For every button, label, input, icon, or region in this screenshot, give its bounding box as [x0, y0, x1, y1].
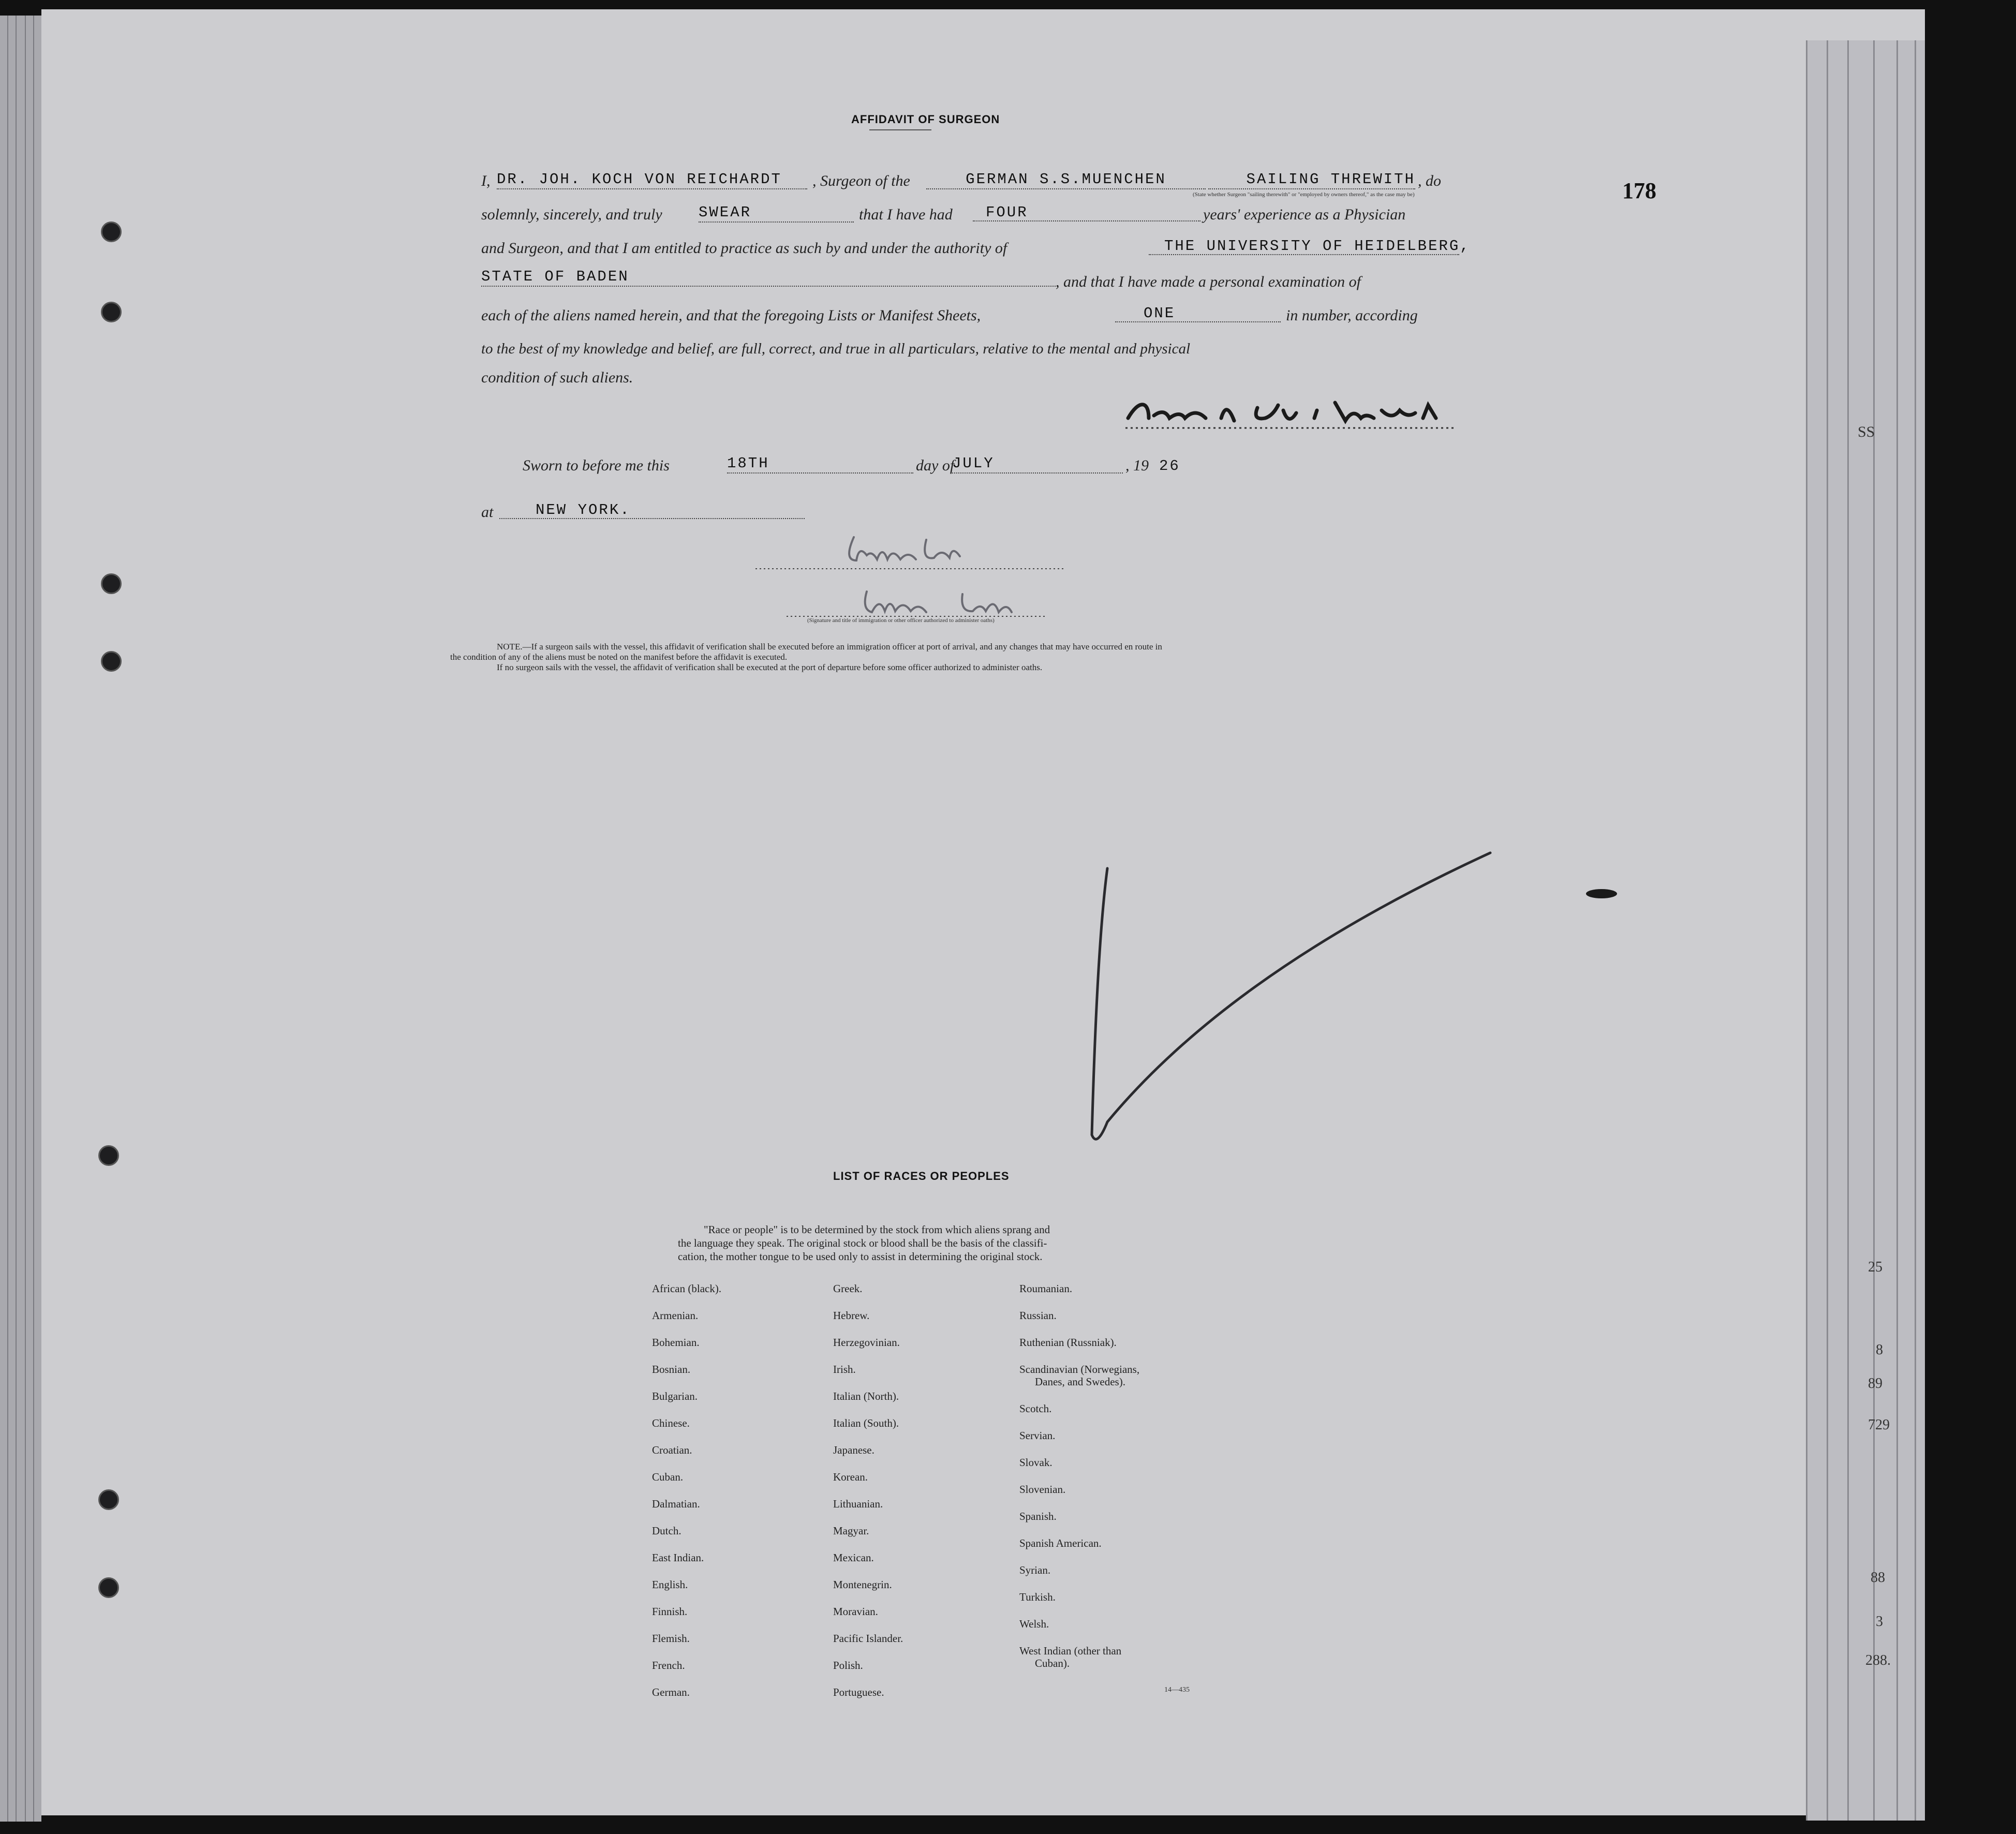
- text-experience: years' experience as a Physician: [1203, 206, 1406, 223]
- race-item: Bohemian.: [652, 1336, 700, 1349]
- text-year-prefix: , 19: [1125, 457, 1149, 474]
- years-field: FOUR: [973, 204, 1200, 221]
- binding-edge: [0, 16, 41, 1822]
- race-item: Flemish.: [652, 1632, 690, 1645]
- punch-hole: [101, 221, 122, 242]
- margin-mark: 288.: [1865, 1652, 1891, 1668]
- authority-field-2: STATE OF BADEN: [481, 268, 1056, 287]
- races-intro: "Race or people" is to be determined by the stock from which aliens sprang and the language they speak. The original stock or blood shall be the basis of the classifi- cation, the mother tongue to be used only to assist in determining the original stock.: [678, 1223, 1050, 1263]
- form-code: 14—435: [1164, 1686, 1190, 1694]
- text-best-knowledge: to the best of my knowledge and belief, are full, correct, and true in all particulars, relative to the mental and physical: [481, 341, 1191, 357]
- race-item: Bosnian.: [652, 1363, 691, 1376]
- sworn-place-field: NEW YORK.: [499, 501, 805, 519]
- oath-field: SWEAR: [699, 204, 854, 223]
- race-item: Portuguese.: [833, 1686, 884, 1698]
- race-item: Scotch.: [1019, 1402, 1052, 1415]
- sheets-count-field: ONE: [1115, 305, 1281, 322]
- ink-blot: [1586, 889, 1617, 898]
- race-item: Servian.: [1019, 1429, 1056, 1442]
- margin-mark: 89: [1868, 1376, 1882, 1392]
- race-item: Scandinavian (Norwegians, Danes, and Swedes).: [1019, 1363, 1140, 1388]
- text-surgeon-of: , Surgeon of the: [812, 172, 910, 189]
- races-column-2: [833, 1275, 903, 1706]
- vessel-field: GERMAN S.S.MUENCHEN: [926, 171, 1206, 189]
- officer-caption: (Signature and title of immigration or other officer authorized to administer oaths): [807, 617, 995, 624]
- race-item: Dalmatian.: [652, 1498, 700, 1510]
- text-do: , do: [1418, 172, 1441, 189]
- punch-hole: [101, 573, 122, 594]
- text-i: I,: [481, 172, 491, 189]
- race-item: Polish.: [833, 1659, 863, 1672]
- race-item: Finnish.: [652, 1605, 688, 1618]
- race-item: Moravian.: [833, 1605, 878, 1618]
- sworn-day-field: 18TH: [727, 455, 913, 474]
- officer-signature: [755, 524, 1076, 628]
- punch-hole: [98, 1489, 119, 1510]
- margin-mark: 729: [1868, 1417, 1890, 1433]
- text-at: at: [481, 504, 494, 521]
- race-item: Mexican.: [833, 1551, 874, 1564]
- race-item: Bulgarian.: [652, 1390, 698, 1402]
- punch-hole: [98, 1145, 119, 1166]
- race-item: Spanish.: [1019, 1510, 1057, 1522]
- race-item: Pacific Islander.: [833, 1632, 903, 1645]
- surgeon-signature: [1118, 390, 1459, 431]
- punch-hole: [101, 651, 122, 672]
- margin-mark: 25: [1868, 1259, 1882, 1275]
- race-item: Welsh.: [1019, 1618, 1049, 1630]
- surgeon-name-field: DR. JOH. KOCH VON REICHARDT: [497, 171, 807, 189]
- race-item: West Indian (other than Cuban).: [1019, 1645, 1122, 1669]
- race-item: Korean.: [833, 1471, 868, 1483]
- race-item: Slovenian.: [1019, 1483, 1066, 1496]
- margin-mark: 8: [1876, 1342, 1883, 1358]
- race-item: Greek.: [833, 1282, 863, 1295]
- affidavit-note: NOTE.—If a surgeon sails with the vessel, this affidavit of verification shall be executed before an immigration officer at port of arrival, and any changes that may have occurred en route in the condition of any of the aliens must be noted on the manifest before the affidavit is executed. If no surgeon sails with the vessel, the affidavit of verification shall be executed at the port of departure before some officer authorized to administer oaths.: [450, 642, 1162, 672]
- race-item: Magyar.: [833, 1525, 869, 1537]
- margin-mark: SS: [1858, 423, 1875, 440]
- text-sworn: Sworn to before me this: [523, 457, 670, 474]
- surgeon-status-field: SAILING THREWITH: [1208, 171, 1415, 189]
- race-item: French.: [652, 1659, 685, 1672]
- races-column-1: [652, 1275, 721, 1706]
- race-item: Syrian.: [1019, 1564, 1051, 1576]
- sworn-year: 26: [1159, 457, 1180, 475]
- race-item: Herzegovinian.: [833, 1336, 900, 1349]
- underlying-pages-edge: [1806, 40, 1925, 1821]
- races-column-3: [1019, 1275, 1139, 1677]
- race-item: Dutch.: [652, 1525, 681, 1537]
- race-item: Lithuanian.: [833, 1498, 883, 1510]
- race-item: Chinese.: [652, 1417, 690, 1429]
- affidavit-title: AFFIDAVIT OF SURGEON: [851, 113, 1000, 126]
- race-item: Russian.: [1019, 1309, 1057, 1322]
- race-item: African (black).: [652, 1282, 722, 1295]
- race-item: Cuban.: [652, 1471, 684, 1483]
- race-item: Montenegrin.: [833, 1578, 892, 1591]
- race-item: East Indian.: [652, 1551, 704, 1564]
- margin-mark: 3: [1876, 1614, 1883, 1630]
- race-item: Irish.: [833, 1363, 856, 1376]
- text-have-had: that I have had: [859, 206, 953, 223]
- race-item: German.: [652, 1686, 690, 1698]
- margin-mark: 88: [1871, 1570, 1885, 1586]
- text-condition: condition of such aliens.: [481, 369, 633, 386]
- race-item: Croatian.: [652, 1444, 692, 1456]
- text-day-of: day of: [916, 457, 955, 474]
- text-and-surgeon: and Surgeon, and that I am entitled to practice as such by and under the authority of: [481, 240, 1007, 257]
- status-hint: (State whether Surgeon "sailing therewith" or "employed by owners thereof," as the case may be): [1193, 191, 1415, 198]
- title-rule: [869, 129, 931, 130]
- race-item: Hebrew.: [833, 1309, 870, 1322]
- race-item: Turkish.: [1019, 1591, 1056, 1603]
- text-personal-exam: , and that I have made a personal examination of: [1056, 273, 1361, 290]
- text-each-alien: each of the aliens named herein, and that the foregoing Lists or Manifest Sheets,: [481, 307, 981, 324]
- page-number: 178: [1622, 178, 1656, 203]
- race-item: Ruthenian (Russniak).: [1019, 1336, 1117, 1349]
- race-item: Slovak.: [1019, 1456, 1053, 1469]
- race-item: English.: [652, 1578, 688, 1591]
- affidavit-page: [41, 9, 1925, 1815]
- races-title: LIST OF RACES OR PEOPLES: [833, 1170, 1010, 1182]
- punch-hole: [101, 302, 122, 322]
- race-item: Roumanian.: [1019, 1282, 1073, 1295]
- text-solemnly: solemnly, sincerely, and truly: [481, 206, 662, 223]
- authority-field-1: THE UNIVERSITY OF HEIDELBERG,: [1149, 238, 1459, 255]
- checkmark: [1076, 842, 1506, 1163]
- race-item: Spanish American.: [1019, 1537, 1102, 1549]
- sworn-month-field: JULY: [952, 455, 1123, 474]
- race-item: Italian (North).: [833, 1390, 899, 1402]
- punch-hole: [98, 1577, 119, 1598]
- race-item: Armenian.: [652, 1309, 699, 1322]
- race-item: Italian (South).: [833, 1417, 899, 1429]
- text-in-number: in number, according: [1286, 307, 1418, 324]
- race-item: Japanese.: [833, 1444, 874, 1456]
